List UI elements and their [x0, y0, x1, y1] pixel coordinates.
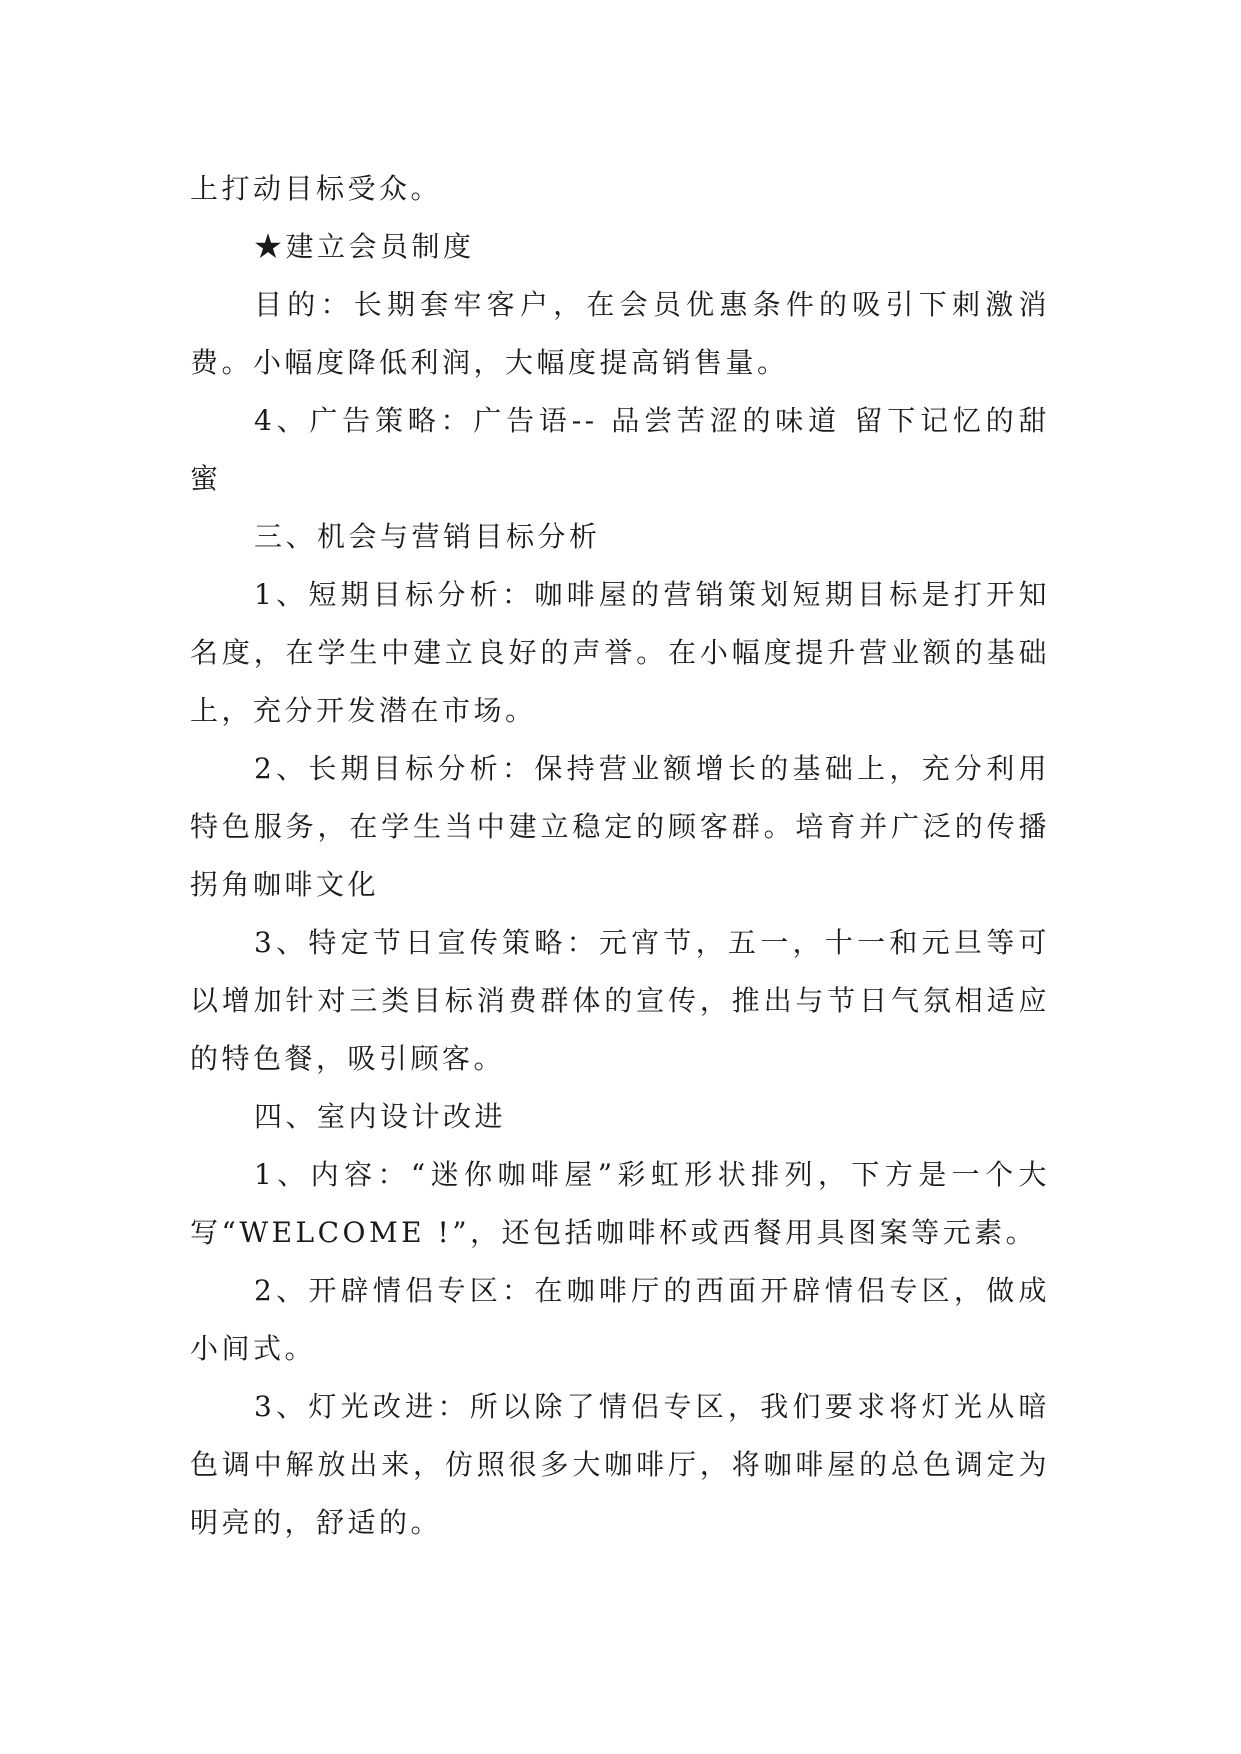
paragraph-12: 3、灯光改进：所以除了情侣专区，我们要求将灯光从暗色调中解放出来，仿照很多大咖啡厅，将咖啡屋的总色调定为明亮的，舒适的。: [190, 1390, 1050, 1539]
paragraph-8: 3、特定节日宣传策略：元宵节，五一，十一和元旦等可以增加针对三类目标消费群体的宣传，推出与节日气氛相适应的特色餐，吸引顾客。: [190, 926, 1050, 1075]
paragraph-4: 4、广告策略：广告语-- 品尝苦涩的味道 留下记忆的甜蜜: [190, 404, 1050, 495]
paragraph-2: ★建立会员制度: [254, 230, 475, 263]
paragraph-3: 目的：长期套牢客户，在会员优惠条件的吸引下刺激消费。小幅度降低利润，大幅度提高销售量。: [190, 288, 1050, 379]
paragraph-1: 上打动目标受众。: [190, 172, 443, 205]
paragraph-11: 2、开辟情侣专区：在咖啡厅的西面开辟情侣专区，做成小间式。: [190, 1274, 1050, 1365]
paragraph-10: 1、内容：“迷你咖啡屋”彩虹形状排列，下方是一个大写“WELCOME !”，还包括咖啡杯或西餐用具图案等元素。: [190, 1158, 1050, 1249]
paragraph-9: 四、室内设计改进: [254, 1100, 507, 1133]
paragraph-7: 2、长期目标分析：保持营业额增长的基础上，充分利用特色服务，在学生当中建立稳定的顾客群。培育并广泛的传播拐角咖啡文化: [190, 752, 1050, 901]
paragraph-6: 1、短期目标分析：咖啡屋的营销策划短期目标是打开知名度，在学生中建立良好的声誉。在小幅度提升营业额的基础上，充分开发潜在市场。: [190, 578, 1050, 727]
paragraph-5: 三、机会与营销目标分析: [254, 520, 601, 553]
document-body: [190, 160, 1050, 1552]
